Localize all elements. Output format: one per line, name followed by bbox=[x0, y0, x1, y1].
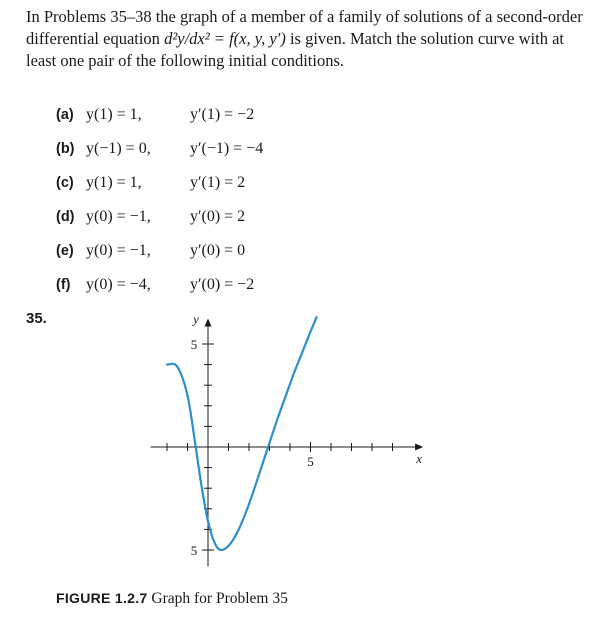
condition-label: (b) bbox=[56, 141, 75, 157]
condition-yprime: y′(1) = 2 bbox=[190, 174, 246, 191]
condition-y: y(−1) = 0, bbox=[86, 140, 151, 157]
problem-number: 35. bbox=[26, 310, 47, 327]
figure-label: FIGURE 1.2.7 bbox=[56, 590, 148, 606]
figure-caption bbox=[56, 590, 288, 608]
condition-yprime: y′(0) = 2 bbox=[190, 208, 246, 225]
condition-yprime: y′(0) = −2 bbox=[190, 276, 255, 293]
condition-yprime: y′(−1) = −4 bbox=[190, 140, 264, 157]
condition-b bbox=[56, 138, 263, 172]
axes bbox=[151, 318, 424, 566]
condition-label: (f) bbox=[56, 277, 71, 293]
condition-yprime: y′(0) = 0 bbox=[190, 242, 246, 259]
condition-y: y(1) = 1, bbox=[86, 174, 142, 191]
figure-caption-text: Graph for Problem 35 bbox=[151, 590, 288, 607]
condition-y: y(0) = −4, bbox=[86, 276, 151, 293]
solution-curve bbox=[167, 317, 317, 550]
condition-label: (a) bbox=[56, 107, 74, 123]
y-axis-label: y bbox=[193, 316, 199, 327]
condition-y: y(0) = −1, bbox=[86, 208, 151, 225]
solution-graph bbox=[140, 316, 430, 578]
intro-text-2: is given. Match the solution curve with at least one pair of the following initial conditions. bbox=[26, 29, 564, 70]
condition-f bbox=[56, 274, 263, 308]
condition-d bbox=[56, 206, 263, 240]
condition-a bbox=[56, 104, 263, 138]
condition-y: y(0) = −1, bbox=[86, 242, 151, 259]
condition-label: (c) bbox=[56, 175, 74, 191]
condition-label: (d) bbox=[56, 209, 75, 225]
condition-label: (e) bbox=[56, 243, 74, 259]
y-axis-arrow bbox=[205, 318, 212, 326]
intro-text-1: In Problems 35–38 the graph of a member of a family of solutions of a second-order differential equation bbox=[26, 7, 583, 48]
condition-c bbox=[56, 172, 263, 206]
x-axis-label: x bbox=[416, 451, 422, 466]
x-tick-label: 5 bbox=[307, 454, 314, 469]
condition-y: y(1) = 1, bbox=[86, 106, 142, 123]
initial-conditions-list bbox=[56, 104, 263, 308]
y-tick-label-bottom: 5 bbox=[190, 543, 198, 558]
y-tick-label-top: 5 bbox=[190, 337, 198, 352]
intro-equation: d²y/dx² = f(x, y, y′) bbox=[164, 29, 286, 48]
condition-yprime: y′(1) = −2 bbox=[190, 106, 255, 123]
condition-e bbox=[56, 240, 263, 274]
problem-intro bbox=[26, 6, 586, 72]
x-axis-arrow bbox=[415, 444, 423, 451]
